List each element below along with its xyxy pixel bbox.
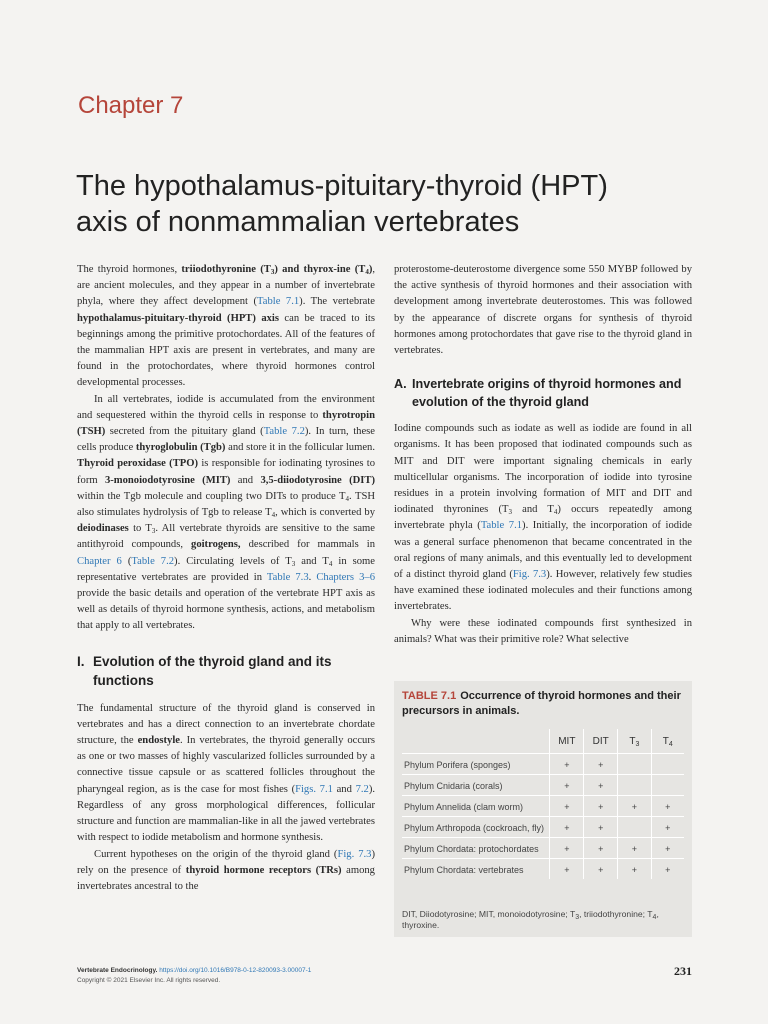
figure-link[interactable]: Fig. 7.3 — [512, 569, 547, 581]
figure-link[interactable]: Fig. 7.3 — [337, 848, 372, 860]
table-cell: + — [618, 796, 651, 817]
table-cell — [651, 775, 684, 796]
table-link[interactable]: Table 7.2 — [131, 555, 175, 567]
chapter-label: Chapter 7 — [78, 92, 184, 119]
table-caption-text: Occurrence of thyroid hormones and their precursors in animals. — [402, 690, 681, 717]
table-cell: + — [550, 838, 584, 859]
table-cell — [651, 754, 684, 775]
table-cell: + — [584, 817, 618, 838]
paragraph: The fundamental structure of the thyroid gland is conserved in vertebrates and has a direct connection to an invertebrate chordate structure, the endostyle. In vertebrates, the thyroid generally occurs as one or two masses of highly vascularized follicles surrounded by a connective tissue capsule or as scattered follicles throughout the pharyngeal region, as is the case for most fishes (Figs. 7.1 and 7.2). Regardless of any gross morphological differences, follicular structure and function are mammalian-like in all the jawed vertebrates with respect to iodide metabolism and hormone synthesis. — [77, 702, 376, 844]
citation-line — [77, 966, 497, 976]
figure-link[interactable]: 7.2 — [355, 783, 369, 795]
table-cell: + — [618, 859, 651, 880]
right-column — [394, 262, 692, 648]
paragraph: Current hypotheses on the origin of the thyroid gland (Fig. 7.3) rely on the presence of thyroid hormone receptors (TRs) among invertebrates ancestral to the — [77, 848, 375, 892]
doi-link[interactable]: https://doi.org/10.1016/B978-0-12-820093-3.00007-1 — [159, 967, 312, 974]
page-number: 231 — [674, 964, 692, 978]
section-heading: A. Invertebrate origins of thyroid hormones and evolution of the thyroid gland — [394, 377, 682, 410]
table-cell: + — [584, 754, 618, 775]
table-row — [402, 817, 684, 838]
table-cell: + — [550, 796, 584, 817]
table-row — [402, 796, 684, 817]
table-cell: + — [651, 859, 684, 880]
left-column — [77, 262, 375, 895]
table-link[interactable]: Table 7.1 — [480, 520, 523, 532]
table-header-cell: DIT — [584, 729, 618, 754]
copyright: Copyright © 2021 Elsevier Inc. All rights reserved. — [77, 977, 221, 984]
table-link[interactable]: Table 7.2 — [263, 426, 305, 438]
table-cell: + — [651, 838, 684, 859]
table-row — [402, 859, 684, 880]
table-grid — [402, 729, 684, 879]
table-link[interactable]: Table 7.1 — [257, 296, 300, 308]
chapter-link[interactable]: Chapters 3–6 — [316, 571, 375, 583]
table-header-cell: MIT — [550, 729, 584, 754]
section-heading: I. Evolution of the thyroid gland and its functions — [77, 653, 332, 688]
table-cell: + — [651, 817, 684, 838]
table-header-cell: $T_4$ — [651, 729, 684, 754]
table-caption — [394, 681, 692, 719]
table-cell: + — [651, 796, 684, 817]
table-row-label: Phylum Arthropoda (cockroach, fly) — [402, 817, 550, 838]
table-cell: + — [550, 775, 584, 796]
table-cell: + — [618, 838, 651, 859]
table-7-1 — [394, 681, 692, 937]
table-cell: + — [584, 859, 618, 880]
table-cell: + — [584, 775, 618, 796]
table-row-label: Phylum Annelida (clam worm) — [402, 796, 550, 817]
table-header-cell: $T_3$ — [618, 729, 651, 754]
chapter-title — [76, 168, 716, 240]
table-row-label: Phylum Cnidaria (corals) — [402, 775, 550, 796]
table-row-label: Phylum Chordata: vertebrates — [402, 859, 550, 880]
paragraph: The thyroid hormones, triiodothyronine $(T_3)$ and thyrox-ine $(T_4)$, are ancient molecules, and they appear in a number of invertebrate phyla, where they affect development (Table 7.1). The vertebrate hypothalamus-pituitary-thyroid (HPT) axis can be traced to its beginnings among the primitive protochordates. All of the features of the mammalian HPT axis are present in vertebrates, and many are found in the protochordates, where thyroid hormones control developmental processes. — [77, 264, 375, 389]
table-cell: + — [584, 838, 618, 859]
table-cell: + — [550, 859, 584, 880]
table-cell: + — [584, 796, 618, 817]
table-cell — [618, 817, 651, 838]
table-cell — [618, 775, 651, 796]
table-footnote: DIT, Diiodotyrosine; MIT, monoiodotyrosine; $T_3$, triiodothyronine; $T_4$, thyroxine. — [402, 909, 659, 930]
table-link[interactable]: Table 7.3 — [266, 571, 309, 583]
paragraph: Why were these iodinated compounds first synthesized in animals? What was their primitive role? What selective — [394, 617, 692, 645]
chapter-link[interactable]: Chapter 6 — [77, 555, 122, 567]
table-row — [402, 838, 684, 859]
table-cell: + — [550, 754, 584, 775]
table-number: TABLE 7.1 — [402, 690, 457, 702]
table-row-label: Phylum Chordata: protochordates — [402, 838, 550, 859]
paragraph: proterostome-deuterostome divergence some 550 MYBP followed by the active synthesis of thyroid hormones and their association with development among invertebrate deuterostomes. This was followed by the appearance of discrete organs for synthesis of thyroid hormones among protochordates that gave rise to the thyroid gland in vertebrates. — [394, 264, 692, 357]
figure-link[interactable]: Figs. 7.1 — [295, 783, 333, 795]
paragraph: Iodine compounds such as iodate as well as iodide are found in all organisms. It has been proposed that iodinated compounds such as MIT and DIT were important signaling chemicals in early multicellular organisms. The incorporation of iodide into tyrosine residues in a protein involving formation of MIT and DIT and iodinated thyronines ($T_3$ and $T_4$) occurs repeatedly among invertebrate phyla (Table 7.1). Initially, the incorporation of iodide was a general surface phenomenon that became concentrated in the oral regions of many animals, and this eventually led to development of a distinct thyroid gland (Fig. 7.3). However, relatively few studies have examined these iodinated molecules and their functions among invertebrates. — [394, 423, 692, 613]
table-header-row — [402, 729, 684, 754]
paragraph: In all vertebrates, iodide is accumulated from the environment and sequestered within the thyroid cells in response to thyrotropin (TSH) secreted from the pituitary gland (Table 7.2). In turn, these cells produce thyroglobulin (Tgb) and store it in the follicular lumen. Thyroid peroxidase (TPO) is responsible for iodinating tyrosines to form 3-monoiodotyrosine (MIT) and 3,5-diiodotyrosine (DIT) within the Tgb molecule and coupling two DITs to produce $T_4$. TSH also stimulates hydrolysis of Tgb to release $T_4$, which is converted by deiodinases to $T_3$. All vertebrate thyroids are sensitive to the same antithyroid compounds, goitrogens, described for mammals in Chapter 6 (Table 7.2). Circulating levels of $T_3$ and $T_4$ in some representative vertebrates are provided in Table 7.3. Chapters 3–6 provide the basic details and operation of the vertebrate HPT axis as well as details of thyroid hormone synthesis, actions, and metabolism that apply to all vertebrates. — [77, 393, 376, 632]
table-cell — [618, 754, 651, 775]
journal-name: Vertebrate Endocrinology. — [77, 967, 158, 974]
table-row — [402, 775, 684, 796]
table-cell: + — [550, 817, 584, 838]
page-footer — [77, 966, 497, 986]
table-header-blank — [402, 729, 550, 754]
chapter-title-line1: The hypothalamus-pituitary-thyroid (HPT) — [76, 170, 608, 202]
table-row — [402, 754, 684, 775]
table-row-label: Phylum Porifera (sponges) — [402, 754, 550, 775]
chapter-title-line2: axis of nonmammalian vertebrates — [76, 206, 520, 238]
